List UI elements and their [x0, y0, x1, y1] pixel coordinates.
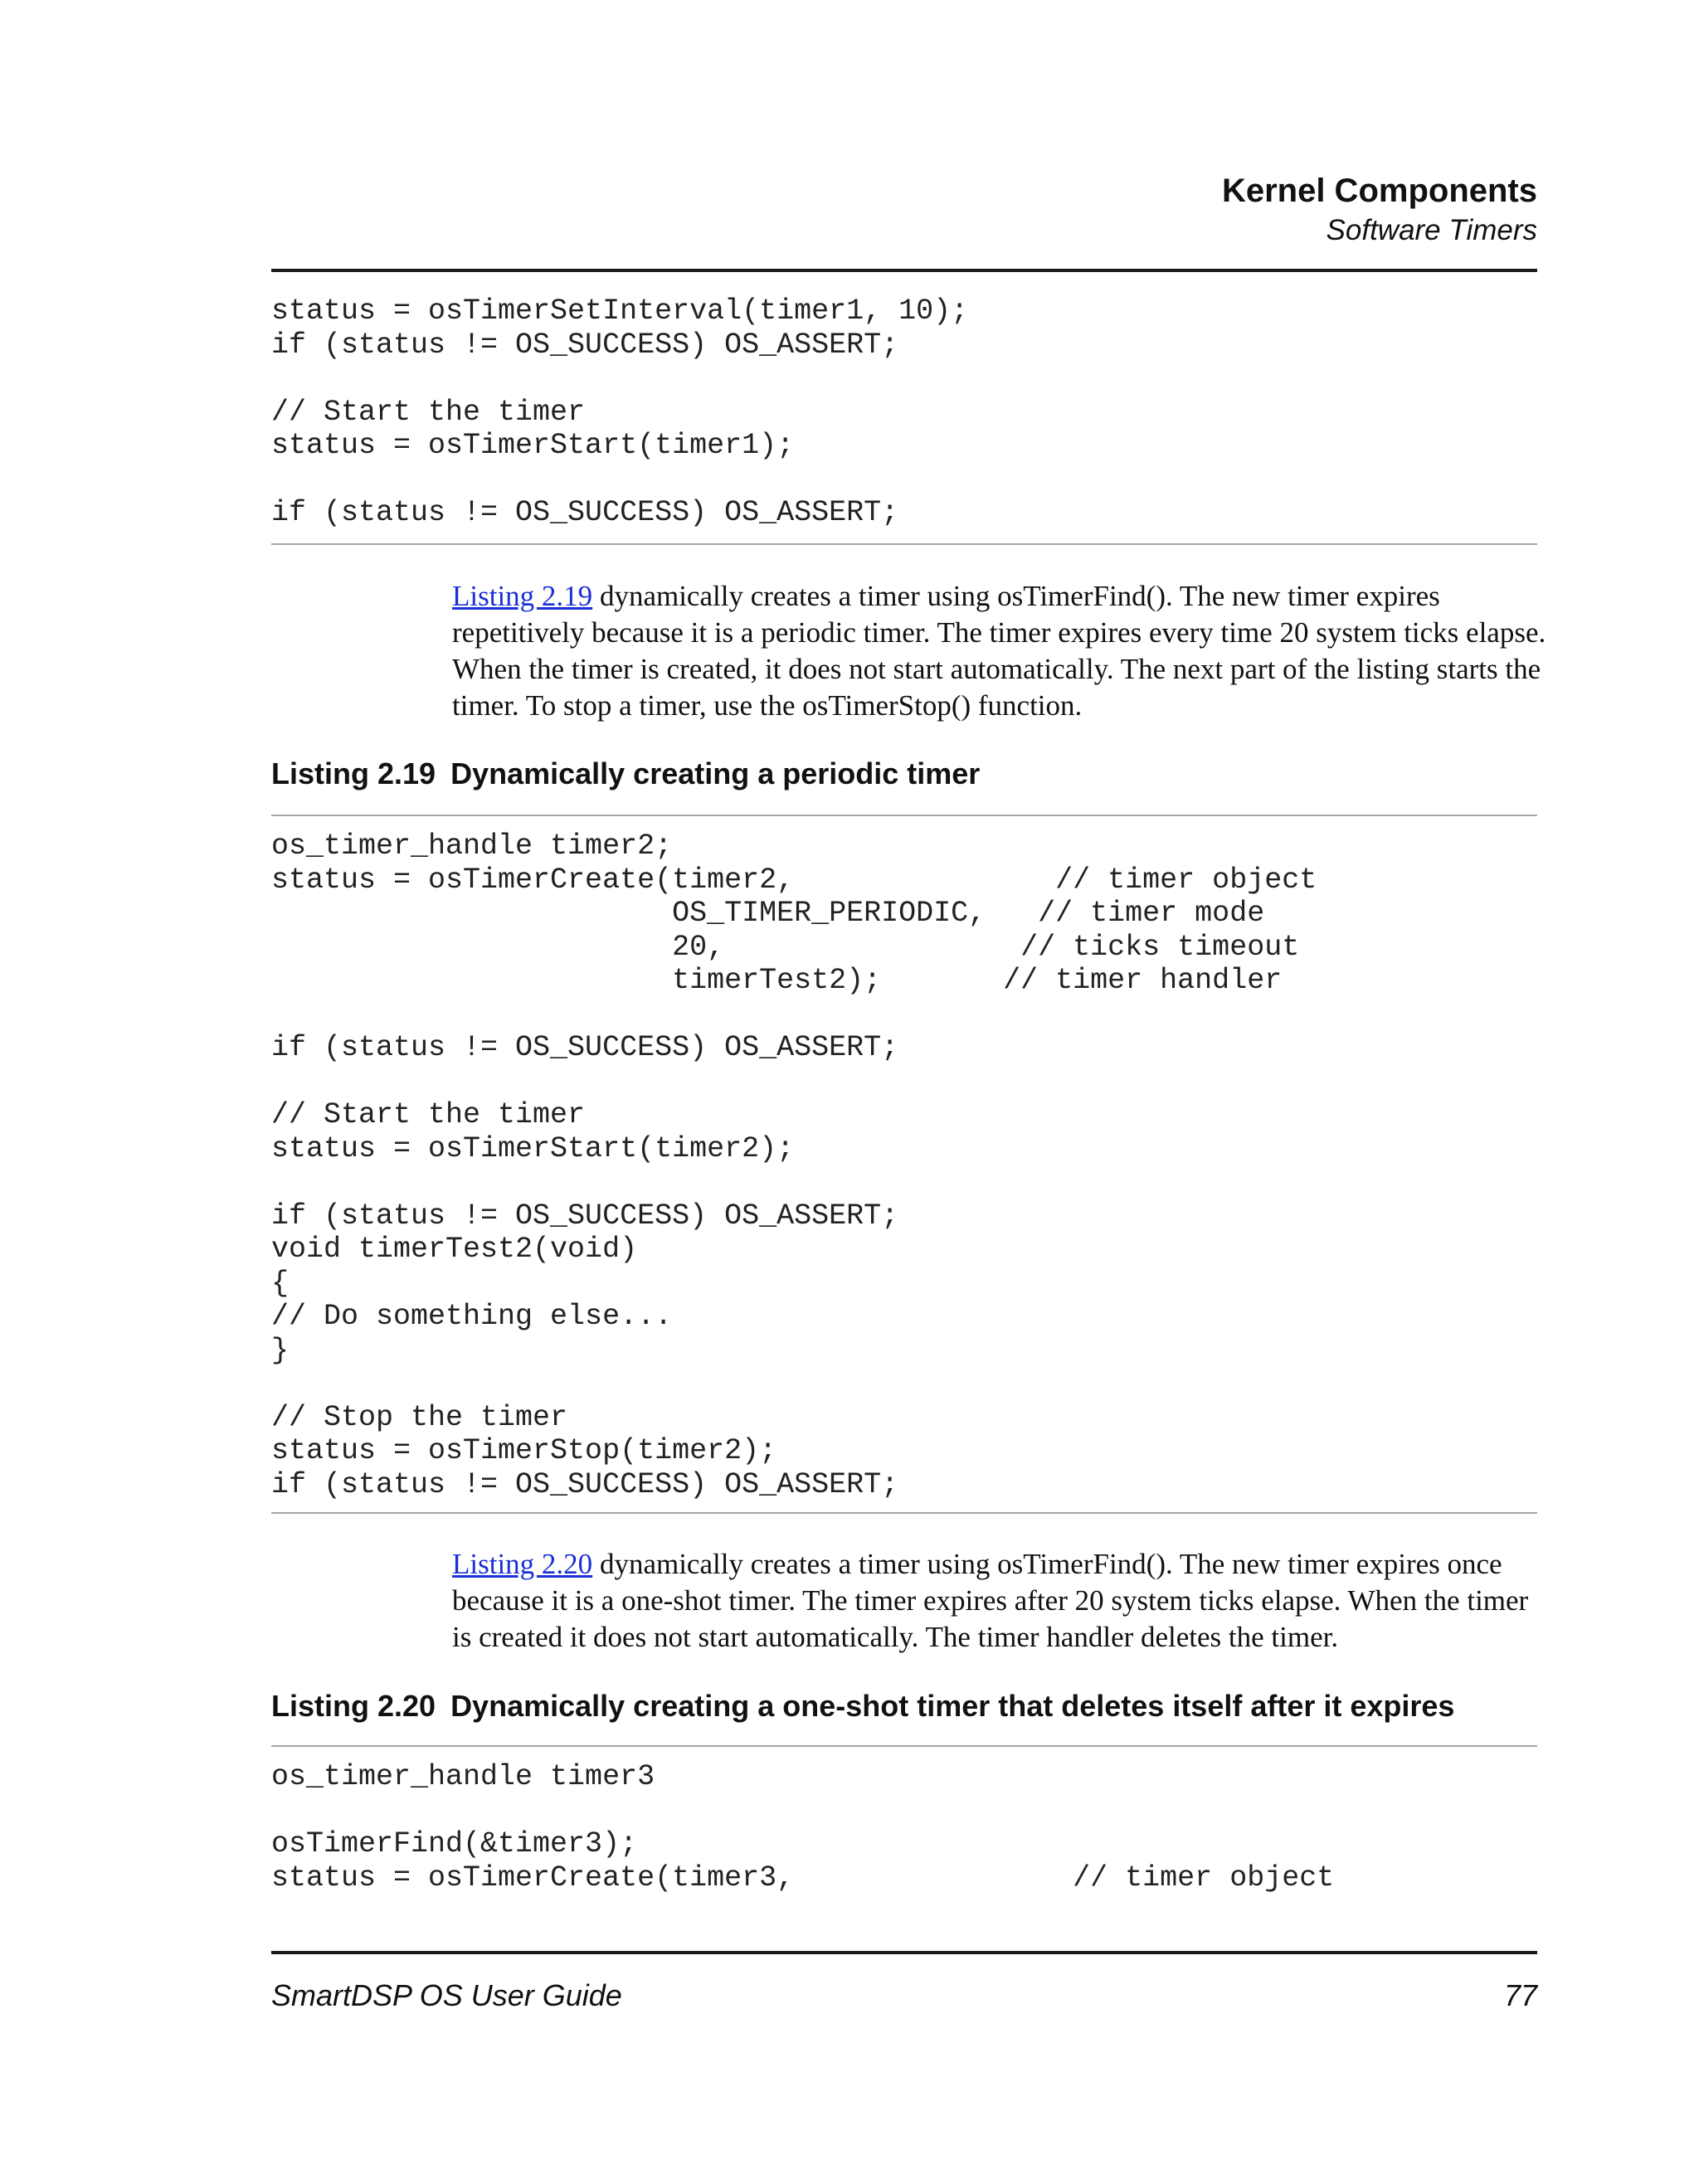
paragraph-text: dynamically creates a timer using osTimerFind(). The new timer expires once because it is a one-shot timer. The timer expires after 20 system ticks elapse. When the timer is created it does not start automatically. The timer handler deletes the timer.: [452, 1548, 1529, 1653]
listing-2-20-caption: [271, 1689, 1454, 1724]
listing-2-19-code: os_timer_handle timer2; status = osTimerCreate(timer2, // timer object OS_TIMER_PERIODIC, // timer mode 20, // ticks timeout timerTest2); // timer handler if (status != OS_SUCCESS) OS_ASSERT; // Start the timer status = osTimerStart(timer2); if (status != OS_SUCCESS) OS_ASSERT; void timerTest2(void) { // Do something else... } // Stop the timer status = osTimerStop(timer2); if (status != OS_SUCCESS) OS_ASSERT;: [271, 829, 1317, 1501]
code-block-end-rule: [271, 543, 1537, 545]
section-subtitle: Software Timers: [1326, 214, 1537, 246]
listing-2-19-top-rule: [271, 815, 1537, 816]
listing-title: Dynamically creating a periodic timer: [450, 756, 981, 790]
footer-rule: [271, 1951, 1537, 1954]
listing-2-19-link[interactable]: Listing 2.19: [452, 580, 593, 612]
section-title: Kernel Components: [1221, 173, 1537, 209]
paragraph-text: dynamically creates a timer using osTimerFind(). The new timer expires repetitively because it is a periodic timer. The timer expires every time 20 system ticks elapse. When the timer is created, it does not start automatically. The next part of the listing starts the timer. To stop a timer, use the osTimerStop() function.: [452, 580, 1546, 722]
listing-number: Listing 2.19: [271, 756, 436, 790]
listing-2-19-bottom-rule: [271, 1512, 1537, 1514]
listing-2-19-caption: [271, 756, 980, 791]
footer-book-title: SmartDSP OS User Guide: [271, 1978, 622, 2012]
listing-title: Dynamically creating a one-shot timer that deletes itself after it expires: [450, 1689, 1455, 1723]
header-rule: [271, 269, 1537, 272]
paragraph-listing-2-20-description: [452, 1546, 1547, 1656]
listing-number: Listing 2.20: [271, 1689, 436, 1723]
listing-2-20-code: os_timer_handle timer3 osTimerFind(&timer3); status = osTimerCreate(timer3, // timer object: [271, 1760, 1335, 1895]
footer-page-number: 77: [1503, 1978, 1537, 2012]
listing-2-20-link[interactable]: Listing 2.20: [452, 1548, 593, 1580]
paragraph-listing-2-19-description: [452, 578, 1547, 724]
code-block-continued: status = osTimerSetInterval(timer1, 10); if (status != OS_SUCCESS) OS_ASSERT; // Start the timer status = osTimerStart(timer1); if (status != OS_SUCCESS) OS_ASSERT;: [271, 294, 969, 529]
listing-2-20-top-rule: [271, 1745, 1537, 1747]
